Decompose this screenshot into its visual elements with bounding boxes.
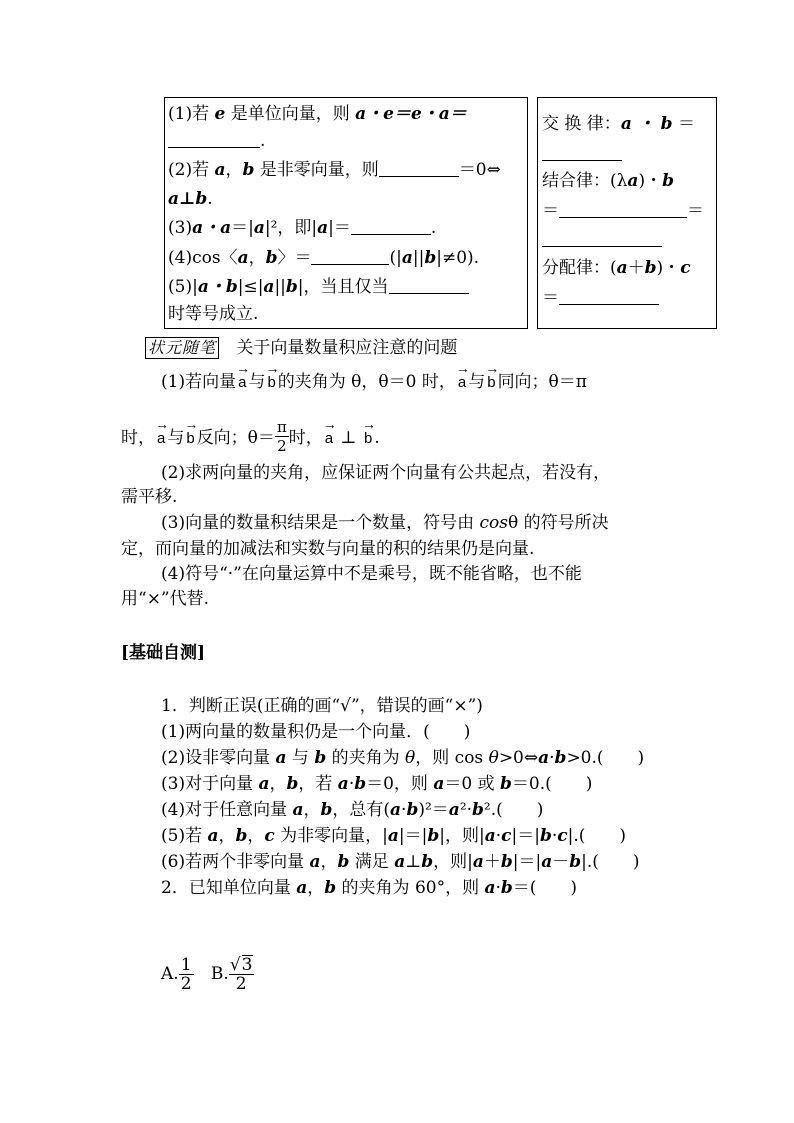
right-line-2 <box>542 144 622 164</box>
vector-b: → b <box>184 429 196 449</box>
right-line-7: ＝ <box>542 288 659 308</box>
vector-a: → a <box>323 429 335 449</box>
section-title: [基础自测] <box>121 643 206 663</box>
notes-heading <box>145 337 457 359</box>
answer-blank[interactable] <box>351 218 431 235</box>
note-2-cont: 需平移. <box>121 487 178 507</box>
note-4-cont: 用“×”代替. <box>121 589 210 609</box>
question-2: 2．已知单位向量 a，b 的夹角为 60°，则 a·b＝( ) <box>161 878 578 898</box>
left-line-6: (5)|a・b|≤|a||b|，当且仅当 <box>168 277 469 297</box>
answer-blank[interactable] <box>389 277 469 294</box>
left-line-3: a⊥b. <box>168 189 213 209</box>
answer-blank[interactable] <box>311 248 389 265</box>
vector-b: → b <box>362 429 374 449</box>
left-line-5: (4)cos〈a，b〉＝ (|a||b|≠0). <box>168 248 480 268</box>
notes-title: 关于向量数量积应注意的问题 <box>236 338 458 358</box>
note-3-cont: 定，而向量的加减法和实数与向量的积的结果仍是向量. <box>121 539 535 559</box>
vector-a: → a <box>456 373 468 393</box>
question-1-1: (1)两向量的数量积仍是一个向量．( ) <box>161 722 471 742</box>
right-line-1: 交 换 律：a ・ b ＝ <box>542 114 695 134</box>
fraction-sqrt3-over-2: $\frac{√3}{2}$ <box>229 955 253 994</box>
note-1: (1)若向量→ a 与→ b 的夹角为 θ，θ＝0 时，→ a 与→ b 同向；θ＝π <box>161 372 587 393</box>
option-a[interactable]: A. $\frac{1}{2}$ <box>161 955 192 994</box>
left-line-1: (1)若 e 是单位向量，则 a・e＝e・a＝ <box>168 104 467 124</box>
question-1: 1．判断正误(正确的画“√”，错误的画“×”) <box>161 696 483 716</box>
answer-blank[interactable] <box>559 288 659 305</box>
options-row <box>161 955 254 993</box>
vector-a: → a <box>155 429 167 449</box>
note-2: (2)求两向量的夹角，应保证两个向量有公共起点，若没有， <box>161 463 611 483</box>
answer-blank[interactable] <box>379 160 459 177</box>
pi-over-2: $\frac{\pi}{2}$ <box>276 418 287 455</box>
question-1-6: (6)若两个非零向量 a，b 满足 a⊥b，则|a＋b|＝|a－b|.( ) <box>161 852 640 872</box>
note-3: (3)向量的数量积结果是一个数量，符号由 cosθ 的符号所决 <box>161 513 609 533</box>
question-1-5: (5)若 a，b，c 为非零向量，|a|＝|b|，则|a·c|＝|b·c|.( ) <box>161 826 627 846</box>
question-1-3: (3)对于向量 a，b，若 a·b＝0，则 a＝0 或 b＝0.( ) <box>161 774 593 794</box>
right-line-6: 分配律：(a＋b)・c <box>542 258 691 278</box>
note-4: (4)符号“·”在向量运算中不是乘号，既不能省略，也不能 <box>161 564 582 584</box>
answer-blank[interactable] <box>559 201 687 218</box>
answer-blank[interactable] <box>542 230 662 247</box>
left-line-4: (3)a・a＝|a|²，即|a|＝ . <box>168 218 437 238</box>
right-line-3: 结合律：(λa)・b <box>542 171 674 191</box>
note-1-cont: 时，→ a 与→ b 反向；θ＝ $\frac{\pi}{2}$ 时，→ a ⊥ → b . <box>121 418 380 455</box>
right-line-4: ＝ ＝ <box>542 201 704 221</box>
zhuangyuan-stamp: 状元随笔 <box>145 337 219 359</box>
question-1-4: (4)对于任意向量 a，b，总有(a·b)²＝a²·b².( ) <box>161 800 544 820</box>
vector-a: → a <box>236 373 248 393</box>
left-line-2: (2)若 a，b 是非零向量，则 ＝0⇔ <box>168 160 501 180</box>
left-line-7: 时等号成立. <box>168 304 259 324</box>
answer-blank[interactable] <box>168 131 260 148</box>
vector-b: → b <box>485 373 497 393</box>
left-line-1b: . <box>168 131 265 151</box>
question-1-2: (2)设非零向量 a 与 b 的夹角为 θ，则 cos θ>0⇔a·b>0.( ) <box>161 748 645 768</box>
answer-blank[interactable] <box>542 144 622 161</box>
vector-b: → b <box>265 373 277 393</box>
right-line-5 <box>542 230 662 250</box>
fraction-one-half: $\frac{1}{2}$ <box>180 955 192 994</box>
option-b[interactable]: B. $\frac{√3}{2}$ <box>210 955 253 994</box>
